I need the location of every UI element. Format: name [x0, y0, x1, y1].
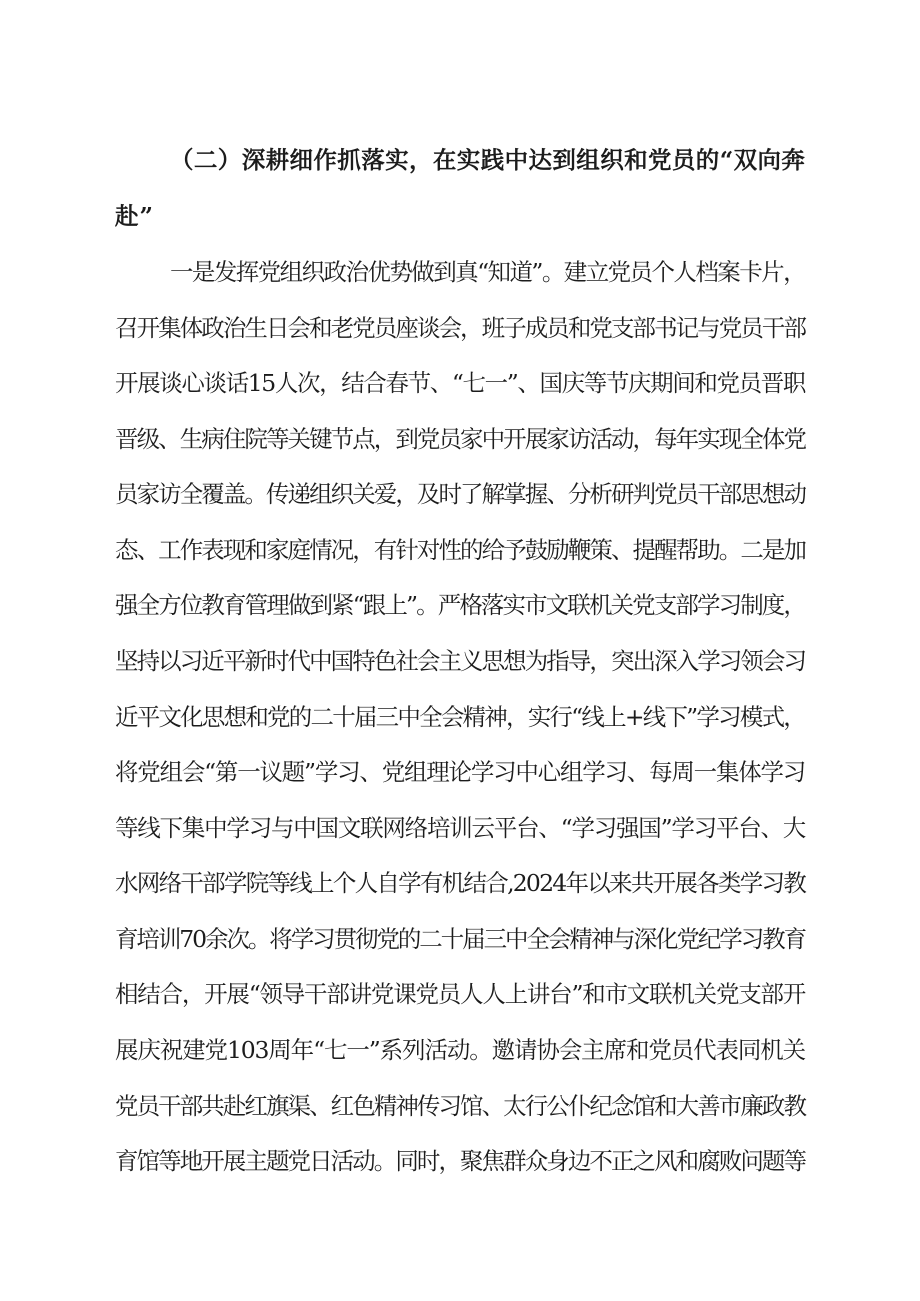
paragraph-line: 展庆祝建党103周年“七一”系列活动。邀请协会主席和党员代表同机关: [115, 1036, 805, 1064]
paragraph-line: 晋级、生病住院等关键节点，到党员家中开展家访活动，每年实现全体党: [115, 425, 805, 453]
section-heading-line-2: 赴”: [115, 202, 155, 230]
paragraph-line: 一是发挥党组织政治优势做到真“知道”。建立党员个人档案卡片，: [170, 258, 805, 286]
paragraph-line: 开展谈心谈话15人次，结合春节、“七一”、国庆等节庆期间和党员晋职: [115, 369, 805, 397]
paragraph-line: 坚持以习近平新时代中国特色社会主义思想为指导，突出深入学习领会习: [115, 647, 805, 675]
paragraph-line: 水网络干部学院等线上个人自学有机结合,2024年以来共开展各类学习教: [115, 869, 805, 897]
paragraph-line: 等线下集中学习与中国文联网络培训云平台、“学习强国”学习平台、大: [115, 814, 805, 842]
paragraph-line: 员家访全覆盖。传递组织关爱，及时了解掌握、分析研判党员干部思想动: [115, 480, 805, 508]
paragraph-line: 育馆等地开展主题党日活动。同时，聚焦群众身边不正之风和腐败问题等: [115, 1147, 805, 1175]
paragraph-line: 近平文化思想和党的二十届三中全会精神，实行“线上+线下”学习模式，: [115, 703, 805, 731]
paragraph-line: 党员干部共赴红旗渠、红色精神传习馆、太行公仆纪念馆和大善市廉政教: [115, 1092, 805, 1120]
paragraph-line: 将党组会“第一议题”学习、党组理论学习中心组学习、每周一集体学习: [115, 758, 805, 786]
paragraph-line: 态、工作表现和家庭情况，有针对性的给予鼓励鞭策、提醒帮助。二是加: [115, 536, 805, 564]
section-heading-line-1: （二）深耕细作抓落实，在实践中达到组织和党员的“双向奔: [170, 146, 806, 174]
paragraph-line: 强全方位教育管理做到紧“跟上”。严格落实市文联机关党支部学习制度，: [115, 591, 805, 619]
paragraph-line: 相结合，开展“领导干部讲党课党员人人上讲台”和市文联机关党支部开: [115, 980, 805, 1008]
paragraph-line: 育培训70余次。将学习贯彻党的二十届三中全会精神与深化党纪学习教育: [115, 925, 805, 953]
paragraph-line: 召开集体政治生日会和老党员座谈会，班子成员和党支部书记与党员干部: [115, 314, 805, 342]
